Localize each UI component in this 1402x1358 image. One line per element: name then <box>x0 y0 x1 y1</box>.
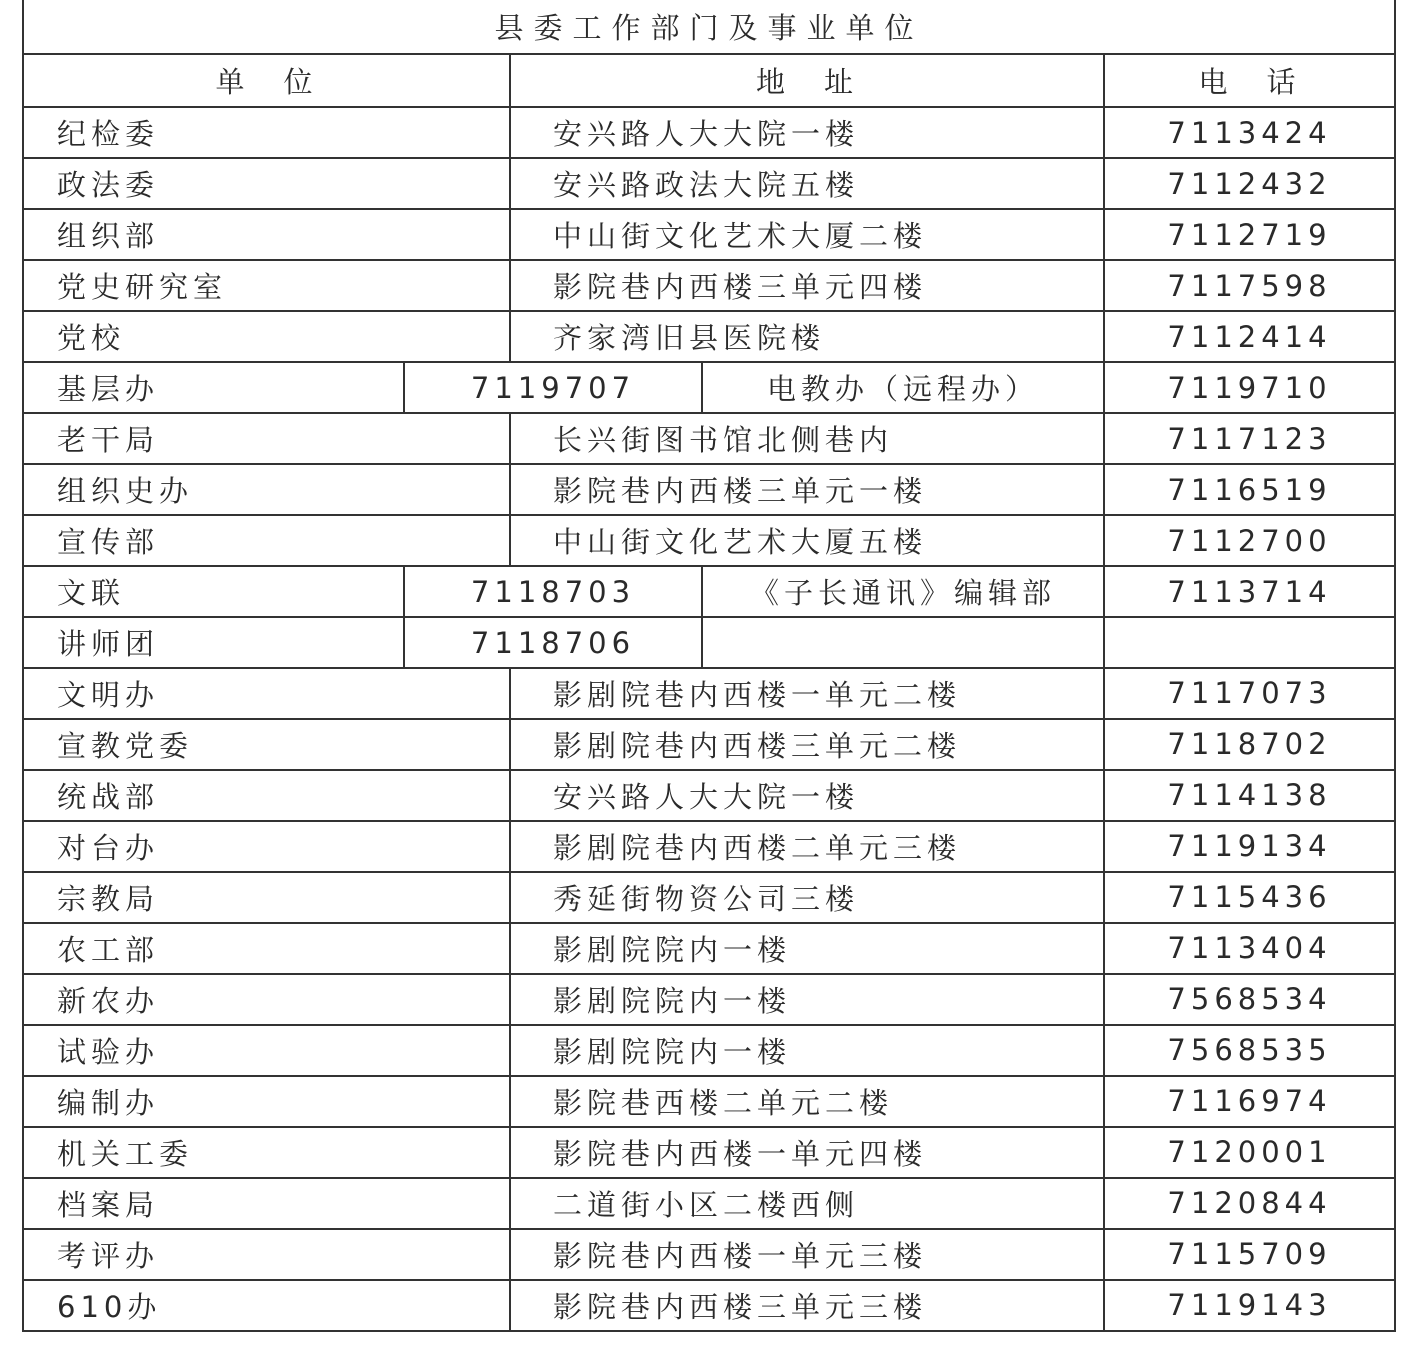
table-row <box>23 821 1395 872</box>
phone-cell: 7112700 <box>1104 515 1395 566</box>
table-body <box>23 0 1395 1331</box>
unit-cell: 新农办 <box>23 974 510 1025</box>
address-cell: 影院巷内西楼一单元四楼 <box>510 1127 1104 1178</box>
table-row <box>23 1025 1395 1076</box>
address-cell: 二道街小区二楼西侧 <box>510 1178 1104 1229</box>
table-row <box>23 107 1395 158</box>
unit-cell: 宣传部 <box>23 515 510 566</box>
unit-cell: 文明办 <box>23 668 510 719</box>
address-cell: 影剧院院内一楼 <box>510 1025 1104 1076</box>
phone-cell: 7113424 <box>1104 107 1395 158</box>
address-cell: 影院巷西楼二单元二楼 <box>510 1076 1104 1127</box>
phone-cell: 7568535 <box>1104 1025 1395 1076</box>
unit-cell: 农工部 <box>23 923 510 974</box>
address-cell: 影剧院院内一楼 <box>510 923 1104 974</box>
unit-cell: 编制办 <box>23 1076 510 1127</box>
address-cell: 中山街文化艺术大厦二楼 <box>510 209 1104 260</box>
unit-cell: 组织史办 <box>23 464 510 515</box>
address-cell: 影院巷内西楼三单元三楼 <box>510 1280 1104 1331</box>
table-row <box>23 209 1395 260</box>
header-phone: 电 话 <box>1104 54 1395 107</box>
phone-cell: 7115709 <box>1104 1229 1395 1280</box>
header-address: 地 址 <box>510 54 1104 107</box>
phone-cell: 7119710 <box>1104 362 1395 413</box>
unit-cell: 对台办 <box>23 821 510 872</box>
table-row <box>23 617 1395 668</box>
header-row <box>23 54 1395 107</box>
table-row <box>23 1229 1395 1280</box>
address-cell: 影剧院巷内西楼二单元三楼 <box>510 821 1104 872</box>
unit-cell: 宗教局 <box>23 872 510 923</box>
address-cell: 中山街文化艺术大厦五楼 <box>510 515 1104 566</box>
table-row <box>23 158 1395 209</box>
phone-cell: 7119134 <box>1104 821 1395 872</box>
address-cell: 影剧院巷内西楼一单元二楼 <box>510 668 1104 719</box>
unit-cell: 政法委 <box>23 158 510 209</box>
phone-cell: 7113714 <box>1104 566 1395 617</box>
unit-cell: 文联 <box>23 566 404 617</box>
address-cell: 秀延街物资公司三楼 <box>510 872 1104 923</box>
table-row <box>23 719 1395 770</box>
phone-cell: 7116519 <box>1104 464 1395 515</box>
address-cell: 影院巷内西楼三单元一楼 <box>510 464 1104 515</box>
unit-cell: 党史研究室 <box>23 260 510 311</box>
phone-cell: 7117123 <box>1104 413 1395 464</box>
phone-cell: 7115436 <box>1104 872 1395 923</box>
phone-cell <box>1104 617 1395 668</box>
table-row <box>23 668 1395 719</box>
unit-cell: 党校 <box>23 311 510 362</box>
title-row <box>23 0 1395 54</box>
phone-cell: 7568534 <box>1104 974 1395 1025</box>
table-row <box>23 770 1395 821</box>
unit-phone-cell: 7118703 <box>404 566 702 617</box>
unit2-cell <box>702 617 1104 668</box>
table-row <box>23 1127 1395 1178</box>
table-row <box>23 923 1395 974</box>
table-row <box>23 872 1395 923</box>
header-unit: 单 位 <box>23 54 510 107</box>
table-row <box>23 1076 1395 1127</box>
unit-cell: 组织部 <box>23 209 510 260</box>
phone-cell: 7118702 <box>1104 719 1395 770</box>
phone-cell: 7120844 <box>1104 1178 1395 1229</box>
unit2-cell: 电教办（远程办） <box>702 362 1104 413</box>
phone-cell: 7112719 <box>1104 209 1395 260</box>
address-cell: 安兴路政法大院五楼 <box>510 158 1104 209</box>
address-cell: 影剧院巷内西楼三单元二楼 <box>510 719 1104 770</box>
directory-table <box>22 0 1396 1332</box>
table-row <box>23 974 1395 1025</box>
address-cell: 长兴街图书馆北侧巷内 <box>510 413 1104 464</box>
phone-cell: 7120001 <box>1104 1127 1395 1178</box>
table-title: 县委工作部门及事业单位 <box>23 0 1395 54</box>
unit-cell: 基层办 <box>23 362 404 413</box>
address-cell: 影院巷内西楼一单元三楼 <box>510 1229 1104 1280</box>
address-cell: 安兴路人大大院一楼 <box>510 770 1104 821</box>
table-row <box>23 362 1395 413</box>
phone-cell: 7116974 <box>1104 1076 1395 1127</box>
phone-cell: 7117073 <box>1104 668 1395 719</box>
unit-cell: 考评办 <box>23 1229 510 1280</box>
address-cell: 齐家湾旧县医院楼 <box>510 311 1104 362</box>
unit-cell: 610办 <box>23 1280 510 1331</box>
table-row <box>23 515 1395 566</box>
unit-phone-cell: 7119707 <box>404 362 702 413</box>
unit-cell: 机关工委 <box>23 1127 510 1178</box>
phone-cell: 7113404 <box>1104 923 1395 974</box>
unit-cell: 档案局 <box>23 1178 510 1229</box>
unit-cell: 老干局 <box>23 413 510 464</box>
unit-cell: 纪检委 <box>23 107 510 158</box>
phone-cell: 7112414 <box>1104 311 1395 362</box>
phone-cell: 7112432 <box>1104 158 1395 209</box>
unit-phone-cell: 7118706 <box>404 617 702 668</box>
unit-cell: 宣教党委 <box>23 719 510 770</box>
table-row <box>23 1280 1395 1331</box>
address-cell: 影院巷内西楼三单元四楼 <box>510 260 1104 311</box>
unit-cell: 讲师团 <box>23 617 404 668</box>
table-row <box>23 1178 1395 1229</box>
unit-cell: 统战部 <box>23 770 510 821</box>
unit-cell: 试验办 <box>23 1025 510 1076</box>
table-row <box>23 413 1395 464</box>
table-row <box>23 260 1395 311</box>
table-row <box>23 566 1395 617</box>
unit2-cell: 《子长通讯》编辑部 <box>702 566 1104 617</box>
address-cell: 安兴路人大大院一楼 <box>510 107 1104 158</box>
phone-cell: 7119143 <box>1104 1280 1395 1331</box>
table-row <box>23 311 1395 362</box>
address-cell: 影剧院院内一楼 <box>510 974 1104 1025</box>
table-row <box>23 464 1395 515</box>
phone-cell: 7117598 <box>1104 260 1395 311</box>
phone-cell: 7114138 <box>1104 770 1395 821</box>
